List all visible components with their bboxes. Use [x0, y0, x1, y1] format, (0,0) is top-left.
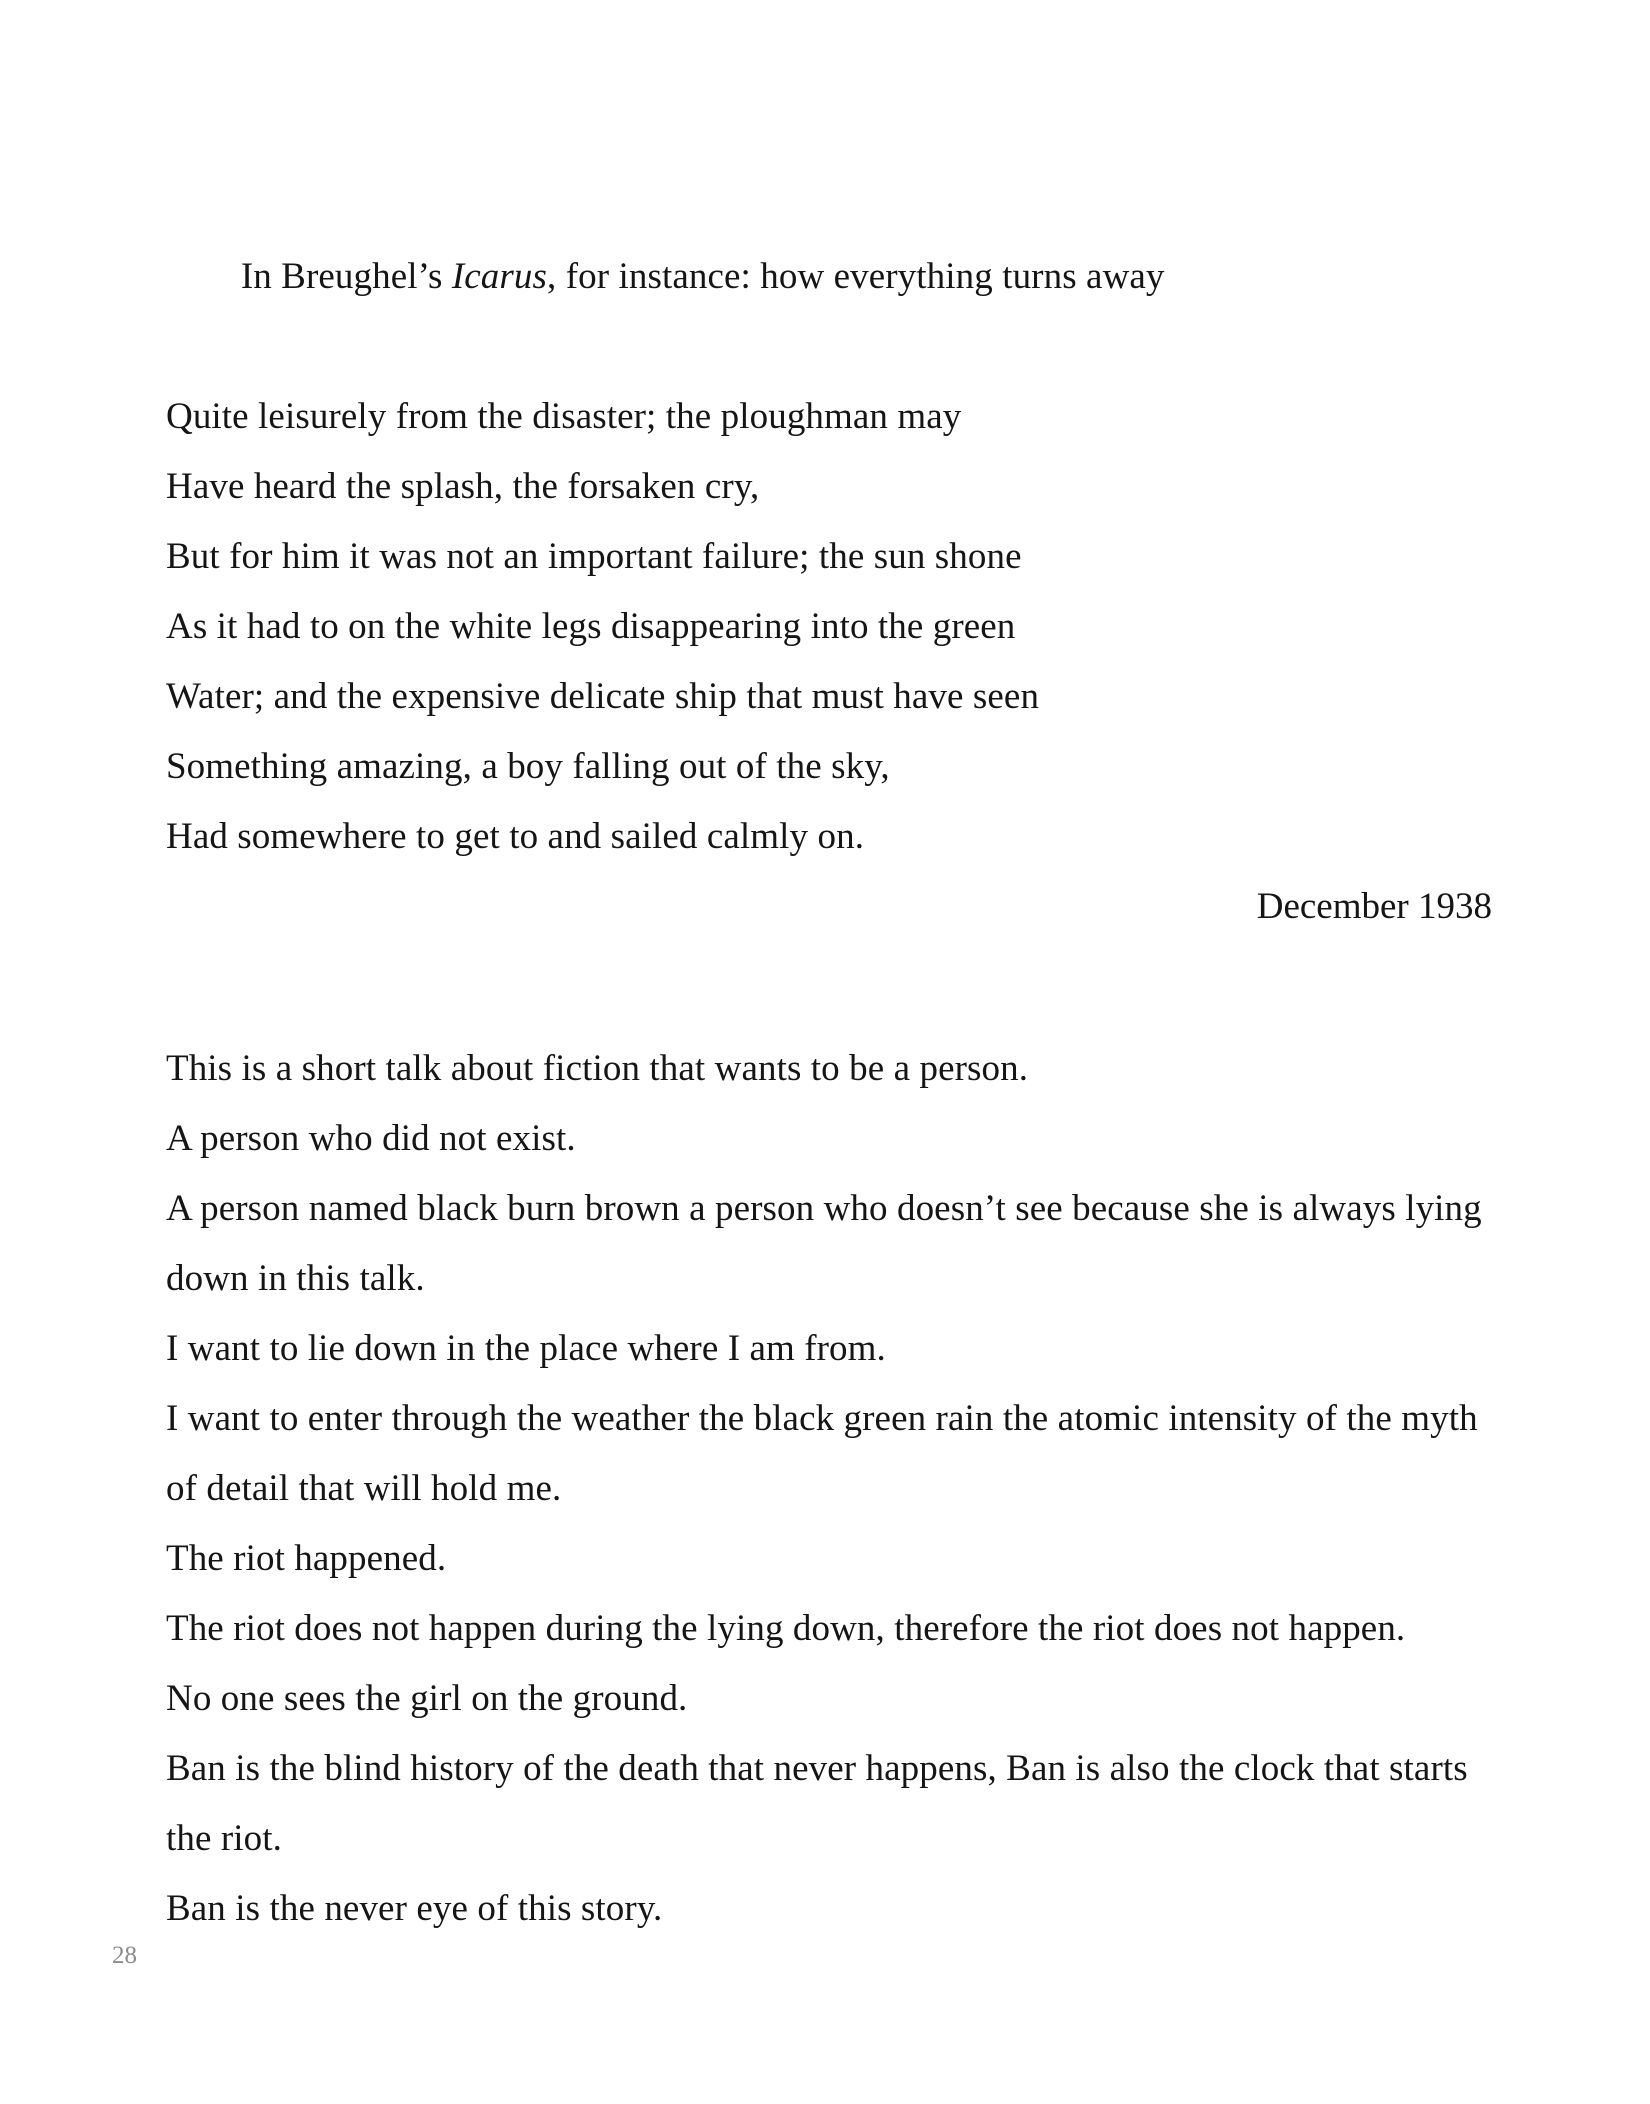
prose-line: No one sees the girl on the ground.: [166, 1678, 688, 1719]
poem-line-italic-title: Icarus: [451, 256, 547, 297]
prose-line: A person who did not exist.: [166, 1118, 576, 1159]
page-content: [166, 172, 1496, 1944]
stanza-gap: [166, 942, 1496, 1034]
poem-line: Water; and the expensive delicate ship that must have seen: [166, 676, 1040, 717]
poem-line: Have heard the splash, the forsaken cry,: [166, 466, 760, 507]
prose-line: I want to lie down in the place where I am from.: [166, 1328, 886, 1369]
prose-block: [166, 1034, 1496, 1944]
prose-line: Ban is the never eye of this story.: [166, 1888, 663, 1929]
poem-date: December 1938: [1256, 886, 1492, 927]
poem-line-suffix: , for instance: how everything turns away: [547, 256, 1165, 297]
prose-line: A person named black burn brown a person who doesn’t see because she is always lying down in this talk.: [166, 1188, 1492, 1299]
prose-line: Ban is the blind history of the death that never happens, Ban is also the clock that starts the riot.: [166, 1748, 1478, 1859]
page-number: 28: [112, 1942, 137, 1969]
prose-line: The riot happened.: [166, 1538, 447, 1579]
poem-stanza: [166, 172, 1496, 942]
prose-line: This is a short talk about fiction that wants to be a person.: [166, 1048, 1029, 1089]
poem-line-prefix: In Breughel’s: [240, 256, 452, 297]
prose-line: I want to enter through the weather the black green rain the atomic intensity of the myth of detail that will hold me.: [166, 1398, 1488, 1509]
poem-line: [166, 172, 1496, 382]
prose-line: The riot does not happen during the lying down, therefore the riot does not happen.: [166, 1608, 1406, 1649]
poem-line: But for him it was not an important failure; the sun shone: [166, 536, 1022, 577]
poem-line: As it had to on the white legs disappearing into the green: [166, 606, 1016, 647]
poem-line: Quite leisurely from the disaster; the ploughman may: [166, 396, 962, 437]
poem-line: Had somewhere to get to and sailed calmly on.: [166, 816, 865, 857]
poem-line: Something amazing, a boy falling out of the sky,: [166, 746, 890, 787]
